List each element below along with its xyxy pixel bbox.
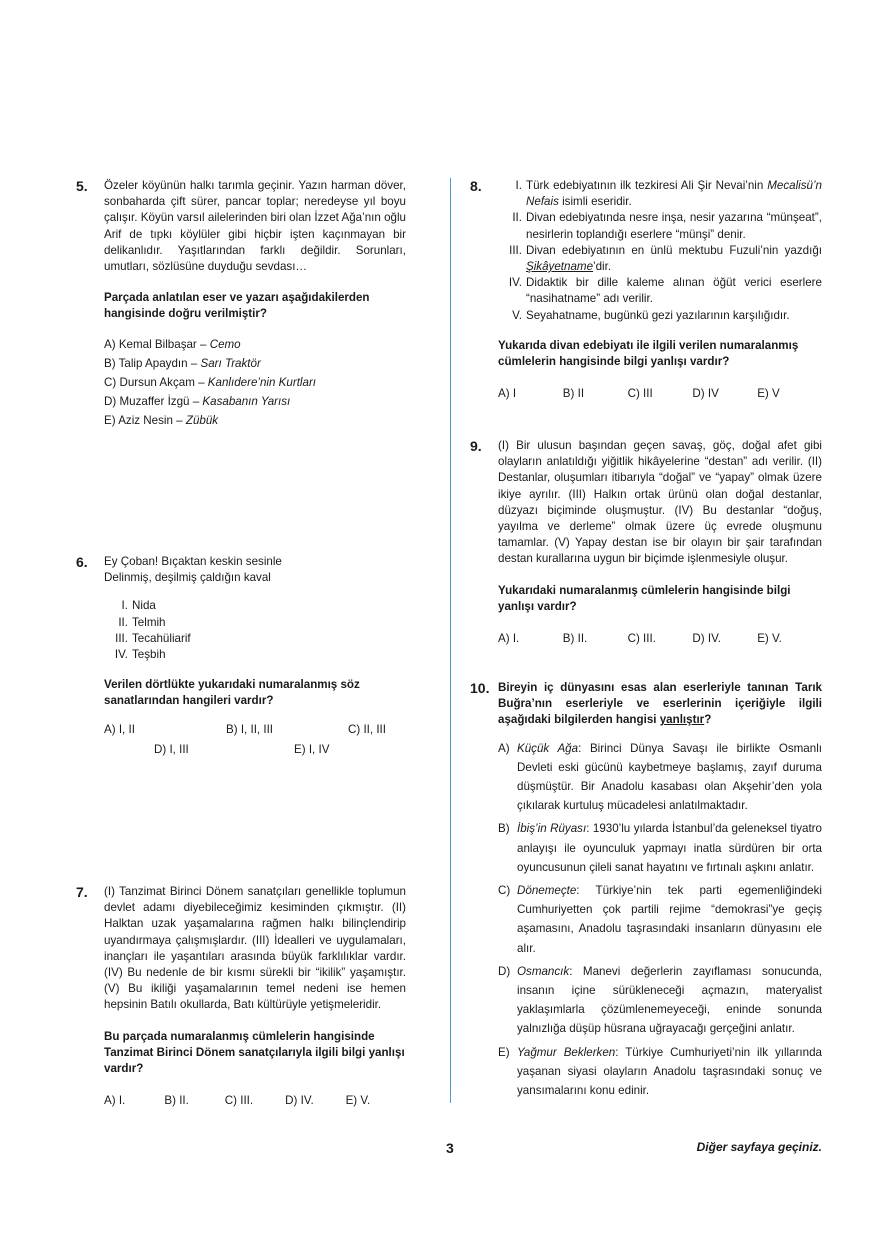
passage: (I) Tanzimat Birinci Dönem sanatçıları genellikle toplumun devlet adamı diyebileceğimiz kesiminden çıkmıştır. (II) Halktan uzak yaşamalarına rağmen halkı bilinçlendirip uyandırmaya çalışmışlardır. (III) İdealleri ve uygulamaları, inançları ile yaşantıları arasında büyük farklılıklar vardır. (IV) Bu nedenle de bir kısmı sürekli bir “ikilik” yaşamıştır. (V) Bu ikiliği yaşamalarının temel nedeni ise hemen hepsinin Batılı okullarda, Batı kültürüyle yetişmeleridir. xyxy=(104,885,406,1012)
column-divider xyxy=(450,178,451,1103)
option-a[interactable]: A) Kemal Bilbaşar – Cemo xyxy=(104,337,241,351)
option-b[interactable]: B) II. xyxy=(164,1094,189,1108)
question-stem: Bireyin iç dünyasını esas alan eserleriyle tanınan Tarık Buğra’nın eserleriyle ve eserlerinin içeriğiyle ilgili aşağıdaki bilgilerden hangisi yanlıştır? xyxy=(498,681,822,727)
question-9 xyxy=(470,438,822,647)
option-b[interactable]: B) II. xyxy=(562,632,588,646)
option-a[interactable]: A) I, II xyxy=(104,722,135,736)
statement-3: Divan edebiyatının en ünlü mektubu Fuzuli’nin yazdığı Şikâyetname’dir. xyxy=(526,243,822,274)
roman-list: I. Türk edebiyatının ilk tezkiresi Ali Şir Nevai’nin Mecalisü’n Nefais isimli eseridir. II. Divan edebiyatında nesre inşa, nesir yazarına “münşeat”, nesirlerin toplandığı eserlere “münşi” denir. III. Divan edebiyatının en ünlü mektubu Fuzuli’nin yazdığı Şikâyetname’dir. IV. Didaktik bir dille kaleme alınan öğüt verici eserlere “nasihatname” adı verilir. V. Seyahatname, bugünkü gezi yazılarının karşılığıdır. xyxy=(498,178,822,324)
roman-list: I. Nida II. Telmih III. Tecahüliarif IV. Teşbih xyxy=(114,599,191,662)
next-page-note: Diğer sayfaya geçiniz. xyxy=(696,1140,822,1154)
option-e[interactable]: E) Aziz Nesin – Zübük xyxy=(104,413,219,427)
verse-line-1: Ey Çoban! Bıçaktan keskin sesinle xyxy=(104,555,282,568)
answer-options xyxy=(498,386,822,402)
question-stem: Parçada anlatılan eser ve yazarı aşağıdakilerden hangisinde doğru verilmiştir? xyxy=(104,291,370,321)
option-d[interactable]: D) IV. xyxy=(692,632,721,646)
option-d[interactable]: D) Osmancık: Manevi değerlerin zayıflaması sonucunda, insanın içine sürükleneceği açmazın, materyalist yaklaşımlarla çözümlenemeyeceği, eninde sonunda yalnızlığa düşüp hüsrana uğrayacağı gerçeğini anlatır. xyxy=(498,964,822,1036)
option-c[interactable]: C) III. xyxy=(627,632,656,646)
statement-2: Divan edebiyatında nesre inşa, nesir yazarına “münşeat”, nesirlerin toplandığı eserlere “münşi” denir. xyxy=(526,211,822,241)
answer-options xyxy=(104,722,406,762)
option-b[interactable]: B) I, II, III xyxy=(226,722,274,736)
option-a[interactable]: A) I. xyxy=(498,632,520,646)
page-number: 3 xyxy=(446,1140,454,1156)
question-stem: Yukarıda divan edebiyatı ile ilgili verilen numaralanmış cümlelerin hangisinde bilgi yanlışı vardır? xyxy=(498,338,799,369)
option-c[interactable]: C) Dursun Akçam – Kanlıdere’nin Kurtları xyxy=(104,375,317,389)
option-d[interactable]: D) I, III xyxy=(154,742,189,756)
statement-1: Türk edebiyatının ilk tezkiresi Ali Şir Nevai’nin Mecalisü’n Nefais isimli eseridir. xyxy=(526,179,822,209)
option-a[interactable]: A) Küçük Ağa: Birinci Dünya Savaşı ile birlikte Osmanlı Devleti eski gücünü kaybetmeye başlamış, zayıf duruma düşmüştür. Bir Anadolu kasabası olan Akşehir’den yola çıkılarak kurtuluş mücadelesi anlatılmaktadır. xyxy=(498,741,822,813)
option-e[interactable]: E) Yağmur Beklerken: Türkiye Cumhuriyeti’nin ilk yıllarında yaşanan siyasi olayların Anadolu taşrasındaki sonuç ve yansımalarını konu edinir. xyxy=(498,1045,822,1098)
question-stem: Verilen dörtlükte yukarıdaki numaralanmış söz sanatlarından hangileri vardır? xyxy=(104,678,360,708)
question-stem: Bu parçada numaralanmış cümlelerin hangisinde Tanzimat Birinci Dönem sanatçılarıyla ilgili bilgi yanlışı vardır? xyxy=(104,1029,405,1076)
option-e[interactable]: E) V xyxy=(757,387,780,401)
question-5 xyxy=(76,178,406,430)
option-e[interactable]: E) V. xyxy=(757,632,782,646)
question-number: 6. xyxy=(76,554,88,570)
statement-4: Didaktik bir dille kaleme alınan öğüt verici eserlere “nasihatname” adı verilir. xyxy=(526,276,822,306)
option-b[interactable]: B) Talip Apaydın – Sarı Traktör xyxy=(104,356,261,370)
question-6 xyxy=(76,554,406,762)
question-number: 10. xyxy=(470,680,490,696)
option-e[interactable]: E) V. xyxy=(345,1094,371,1108)
question-stem: Yukarıdaki numaralanmış cümlelerin hangisinde bilgi yanlışı vardır? xyxy=(498,583,791,613)
answer-options xyxy=(498,739,822,1101)
passage: (I) Bir ulusun başından geçen savaş, göç, doğal afet gibi olayların anlatıldığı yiğitlik hikâyelerine “destan” adı verilir. (II) Destanlar, oluşumları itibarıyla “doğal” ve “yapay” olmak üzere ikiye ayrılır. (III) Halkın ortak ürünü olan doğal destanlar, düzyazı biçiminde oluşmuştur. (IV) Bu destanlar “doğuş, yayılma ve derleme” olmak üzere üç evrede oluşmunu tamamlar. (V) Yapay destan ise bir olayın bir şair tarafından destan kurallarına uygun bir biçimde işlenmesiyle oluşur. xyxy=(498,439,822,566)
verse-line-2: Delinmiş, deşilmiş çaldığın kaval xyxy=(104,571,271,585)
answer-options xyxy=(104,1093,406,1109)
answer-options xyxy=(104,335,406,430)
option-d[interactable]: D) IV. xyxy=(285,1094,314,1108)
passage: Özeler köyünün halkı tarımla geçinir. Yazın harman döver, sonbaharda çift sürer, pancar toplar; neredeyse yıl boyu çalışır. Köyün varsıl ailelerinden biri olan İzzet Ağa’nın oğlu Arif de tıpkı köylüler gibi hiçbir işten kaçınmayan bir delikanlıdır. Yaşıtlarından farklı değildir. Sorunları, umutları, sözlüsüne duyduğu sevdası… xyxy=(104,179,406,274)
option-d[interactable]: D) Muzaffer İzgü – Kasabanın Yarısı xyxy=(104,394,291,408)
option-c[interactable]: C) III. xyxy=(224,1094,254,1108)
option-b[interactable]: B) İbiş’in Rüyası: 1930’lu yılarda İstanbul’da geleneksel tiyatro anlayışı ile oyunculuk yapmayı inatla sürdüren bir orta oyuncusunun çileli sanat hayatını ve fırtınalı aşkını anlatır. xyxy=(498,822,822,874)
option-c[interactable]: C) Dönemeçte: Türkiye’nin tek parti egemenliğindeki Cumhuriyetten çok partili rejime “demokrasi”ye geçiş aşamasını, Anadolu taşrasındaki insanların dünyasını ele alır. xyxy=(498,884,822,955)
answer-options xyxy=(498,631,822,647)
option-c[interactable]: C) III xyxy=(627,387,653,401)
statement-5: Seyahatname, bugünkü gezi yazılarının karşılığıdır. xyxy=(526,308,790,322)
option-a[interactable]: A) I. xyxy=(104,1094,126,1108)
option-c[interactable]: C) II, III xyxy=(348,722,387,736)
option-d[interactable]: D) IV xyxy=(692,387,719,401)
option-e[interactable]: E) I, IV xyxy=(294,742,330,756)
question-8 xyxy=(470,178,822,402)
question-number: 7. xyxy=(76,884,88,900)
question-number: 9. xyxy=(470,438,482,454)
question-10 xyxy=(470,680,822,1100)
question-number: 5. xyxy=(76,178,88,194)
option-a[interactable]: A) I xyxy=(498,387,517,401)
question-7 xyxy=(76,884,406,1109)
question-number: 8. xyxy=(470,178,482,194)
option-b[interactable]: B) II xyxy=(562,387,585,401)
